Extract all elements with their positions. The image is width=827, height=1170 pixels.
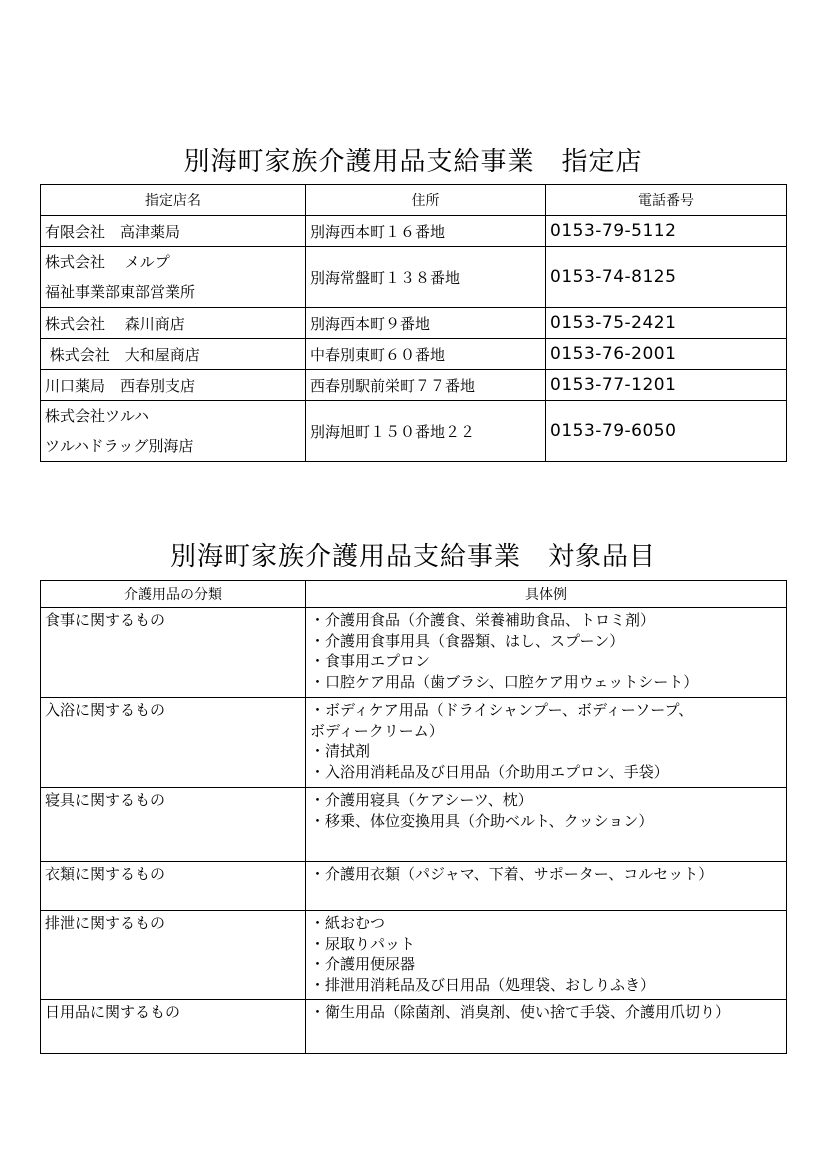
item-category: 衣類に関するもの: [41, 862, 306, 911]
stores-header-row: [41, 185, 787, 216]
table-row: [41, 370, 787, 401]
table-row: [41, 401, 787, 462]
item-examples: [306, 608, 787, 698]
item-category: 寝具に関するもの: [41, 788, 306, 862]
table-row: [41, 862, 787, 911]
store-name: [41, 370, 306, 401]
item-category: 食事に関するもの: [41, 608, 306, 698]
store-name: [41, 401, 306, 462]
example-line: ・排泄用消耗品及び日用品（処理袋、おしりふき）: [310, 975, 656, 994]
item-examples: [306, 911, 787, 1000]
header-category: 介護用品の分類: [41, 581, 306, 608]
table-row: [41, 216, 787, 247]
items-header-row: [41, 581, 787, 608]
example-line: ・介護用寝具（ケアシーツ、枕）: [310, 791, 533, 809]
store-name: [41, 339, 306, 370]
item-examples: [306, 788, 787, 862]
example-line: ・移乗、体位変換用具（介助ベルト、クッション）: [310, 811, 654, 830]
store-name: [41, 308, 306, 339]
table-row: [41, 308, 787, 339]
stores-title: 別海町家族介護用品支給事業 指定店: [183, 147, 643, 177]
table-row: [41, 788, 787, 862]
example-line: ボディークリーム）: [310, 721, 444, 740]
table-row: [41, 1000, 787, 1054]
item-examples: [306, 862, 787, 911]
store-address: 別海西本町９番地: [306, 308, 546, 339]
header-examples: 具体例: [306, 581, 787, 608]
store-phone: 0153-76-2001: [546, 339, 787, 370]
store-name: [41, 247, 306, 308]
example-line: ・入浴用消耗品及び日用品（介助用エプロン、手袋）: [310, 762, 669, 781]
example-line: ・口腔ケア用品（歯ブラシ、口腔ケア用ウェットシート）: [310, 672, 699, 691]
store-name-line: ツルハドラッグ別海店: [45, 437, 194, 455]
example-line: ・食事用エプロン: [310, 652, 431, 670]
item-category: 日用品に関するもの: [41, 1000, 306, 1054]
header-phone: 電話番号: [546, 185, 787, 216]
store-address: 別海西本町１６番地: [306, 216, 546, 247]
item-examples: [306, 1000, 787, 1054]
header-store-name: 指定店名: [41, 185, 306, 216]
items-title: 別海町家族介護用品支給事業 対象品目: [169, 542, 656, 572]
store-address: 中春別東町６０番地: [306, 339, 546, 370]
table-row: [41, 911, 787, 1000]
store-address: 別海旭町１５０番地２２: [306, 401, 546, 462]
store-name-line: 福祉事業部東部営業所: [45, 283, 196, 301]
example-line: ・ボディケア用品（ドライシャンプー、ボディーソープ、: [310, 701, 694, 719]
example-line: ・衛生用品（除菌剤、消臭剤、使い捨て手袋、介護用爪切り）: [310, 1003, 731, 1021]
store-name-line: 川口薬局 西春別支店: [45, 376, 196, 395]
items-table: [40, 580, 787, 1054]
store-name-line: 株式会社 大和屋商店: [45, 345, 200, 364]
table-row: [41, 247, 787, 308]
example-line: ・介護用便尿器: [310, 955, 416, 973]
example-line: ・介護用食品（介護食、栄養補助食品、トロミ剤）: [310, 611, 656, 629]
store-phone: 0153-79-5112: [546, 216, 787, 247]
table-row: [41, 608, 787, 698]
item-examples: [306, 698, 787, 788]
store-phone: 0153-77-1201: [546, 370, 787, 401]
stores-table: [40, 184, 787, 462]
example-line: ・介護用衣類（パジャマ、下着、サポーター、コルセット）: [310, 865, 714, 883]
store-phone: 0153-75-2421: [546, 308, 787, 339]
item-category: 排泄に関するもの: [41, 911, 306, 1000]
store-name-line: 有限会社 高津薬局: [45, 222, 181, 241]
example-line: ・尿取りパット: [310, 934, 416, 953]
example-line: ・介護用食事用具（食器類、はし、スプーン）: [310, 631, 625, 650]
store-name: [41, 216, 306, 247]
item-category: 入浴に関するもの: [41, 698, 306, 788]
store-address: 西春別駅前栄町７７番地: [306, 370, 546, 401]
store-name-line: 株式会社 メルプ: [45, 253, 170, 271]
store-name-line: 株式会社ツルハ: [45, 407, 149, 425]
store-phone: 0153-79-6050: [546, 401, 787, 462]
header-address: 住所: [306, 185, 546, 216]
table-row: [41, 339, 787, 370]
store-address: 別海常盤町１３８番地: [306, 247, 546, 308]
example-line: ・紙おむつ: [310, 914, 386, 932]
table-row: [41, 698, 787, 788]
store-phone: 0153-74-8125: [546, 247, 787, 308]
example-line: ・清拭剤: [310, 742, 371, 760]
store-name-line: 株式会社 森川商店: [45, 314, 185, 333]
